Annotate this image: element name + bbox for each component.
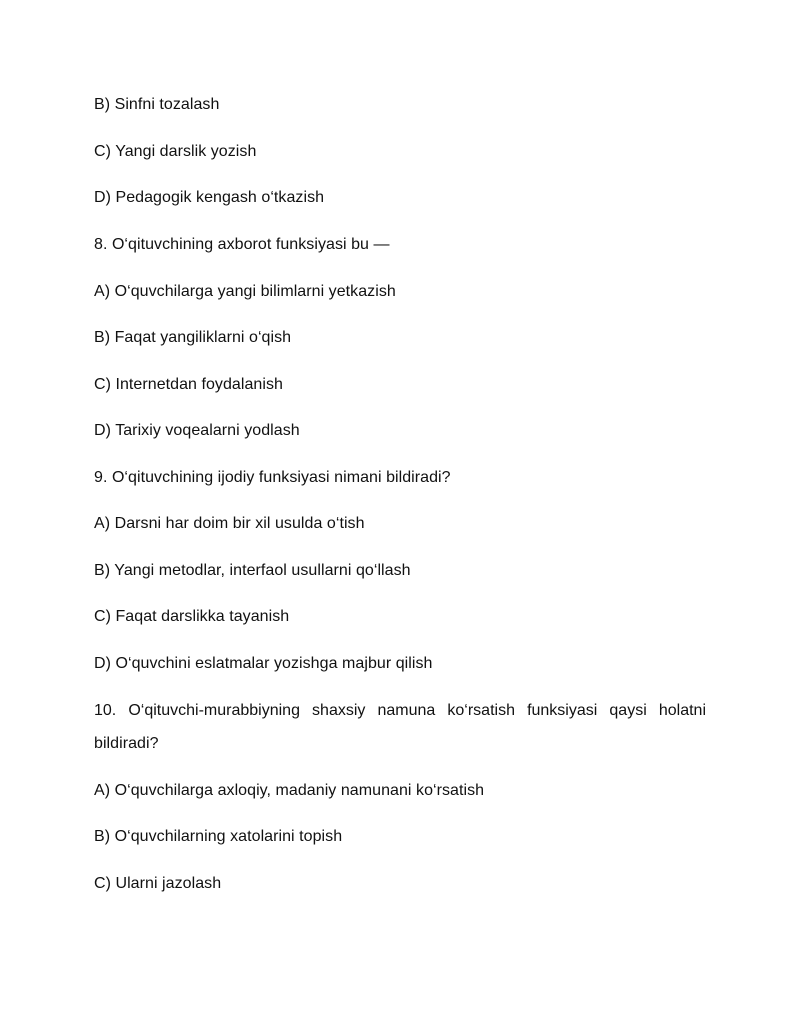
question-10: [94, 701, 706, 721]
question-9: 9. O‘qituvchining ijodiy funksiyasi nimani bildiradi?: [94, 469, 451, 486]
answer-8c: C) Internetdan foydalanish: [94, 376, 283, 393]
answer-10b: B) O‘quvchilarning xatolarini topish: [94, 828, 343, 845]
answer-9d: D) O‘quvchini eslatmalar yozishga majbur qilish: [94, 655, 433, 672]
answer-9c: C) Faqat darslikka tayanish: [94, 608, 290, 625]
question-10-line-1: 10. O‘qituvchi-murabbiyning shaxsiy namuna ko‘rsatish funksiyasi qaysi holatni: [94, 702, 706, 719]
answer-8a: A) O‘quvchilarga yangi bilimlarni yetkazish: [94, 283, 396, 300]
answer-10c: C) Ularni jazolash: [94, 875, 222, 892]
answer-7d: D) Pedagogik kengash o‘tkazish: [94, 189, 325, 206]
answer-7b: B) Sinfni tozalash: [94, 96, 220, 113]
answer-7c: C) Yangi darslik yozish: [94, 143, 257, 160]
question-10-line-2: bildiradi?: [94, 735, 159, 752]
answer-9a: A) Darsni har doim bir xil usulda o‘tish: [94, 515, 365, 532]
question-8: 8. O‘qituvchining axborot funksiyasi bu —: [94, 236, 390, 253]
answer-8d: D) Tarixiy voqealarni yodlash: [94, 422, 300, 439]
answer-9b: B) Yangi metodlar, interfaol usullarni qo‘llash: [94, 562, 411, 579]
answer-10a: A) O‘quvchilarga axloqiy, madaniy namunani ko‘rsatish: [94, 782, 485, 799]
answer-8b: B) Faqat yangiliklarni o‘qish: [94, 329, 292, 346]
